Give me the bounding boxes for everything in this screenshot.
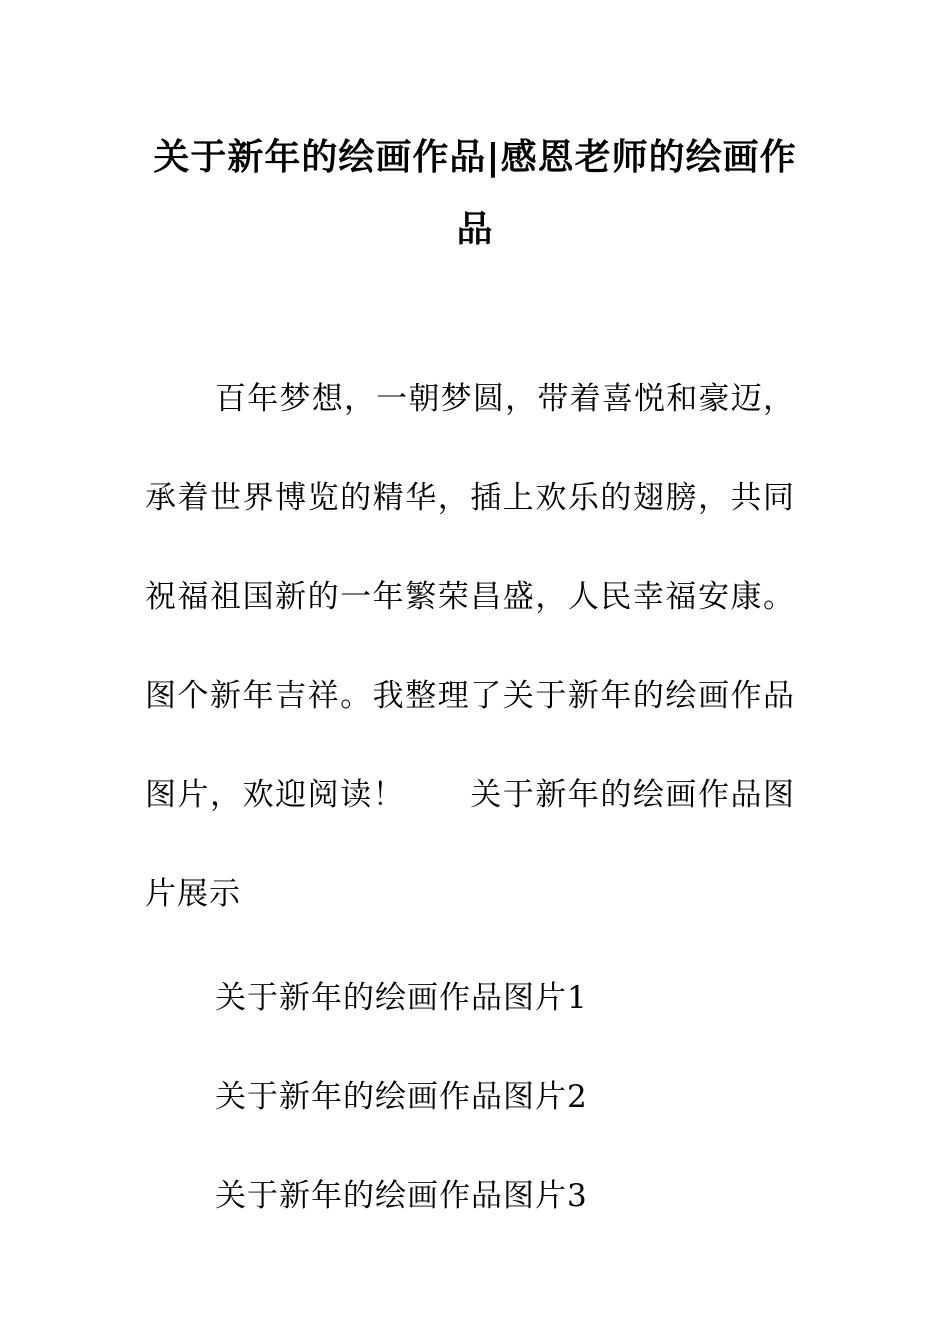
document-title: 关于新年的绘画作品|感恩老师的绘画作品 — [153, 137, 797, 250]
image-caption-1: 关于新年的绘画作品图片1 — [215, 980, 588, 1016]
image-caption-3: 关于新年的绘画作品图片3 — [215, 1178, 588, 1214]
image-caption-2: 关于新年的绘画作品图片2 — [215, 1079, 588, 1115]
intro-paragraph: 百年梦想，一朝梦圆，带着喜悦和豪迈，承着世界博览的精华，插上欢乐的翅膀，共同祝福祖国新的一年繁荣昌盛，人民幸福安康。图个新年吉祥。我整理了关于新年的绘画作品图片，欢迎阅读！ 关于新年的绘画作品图片展示 — [145, 381, 795, 912]
